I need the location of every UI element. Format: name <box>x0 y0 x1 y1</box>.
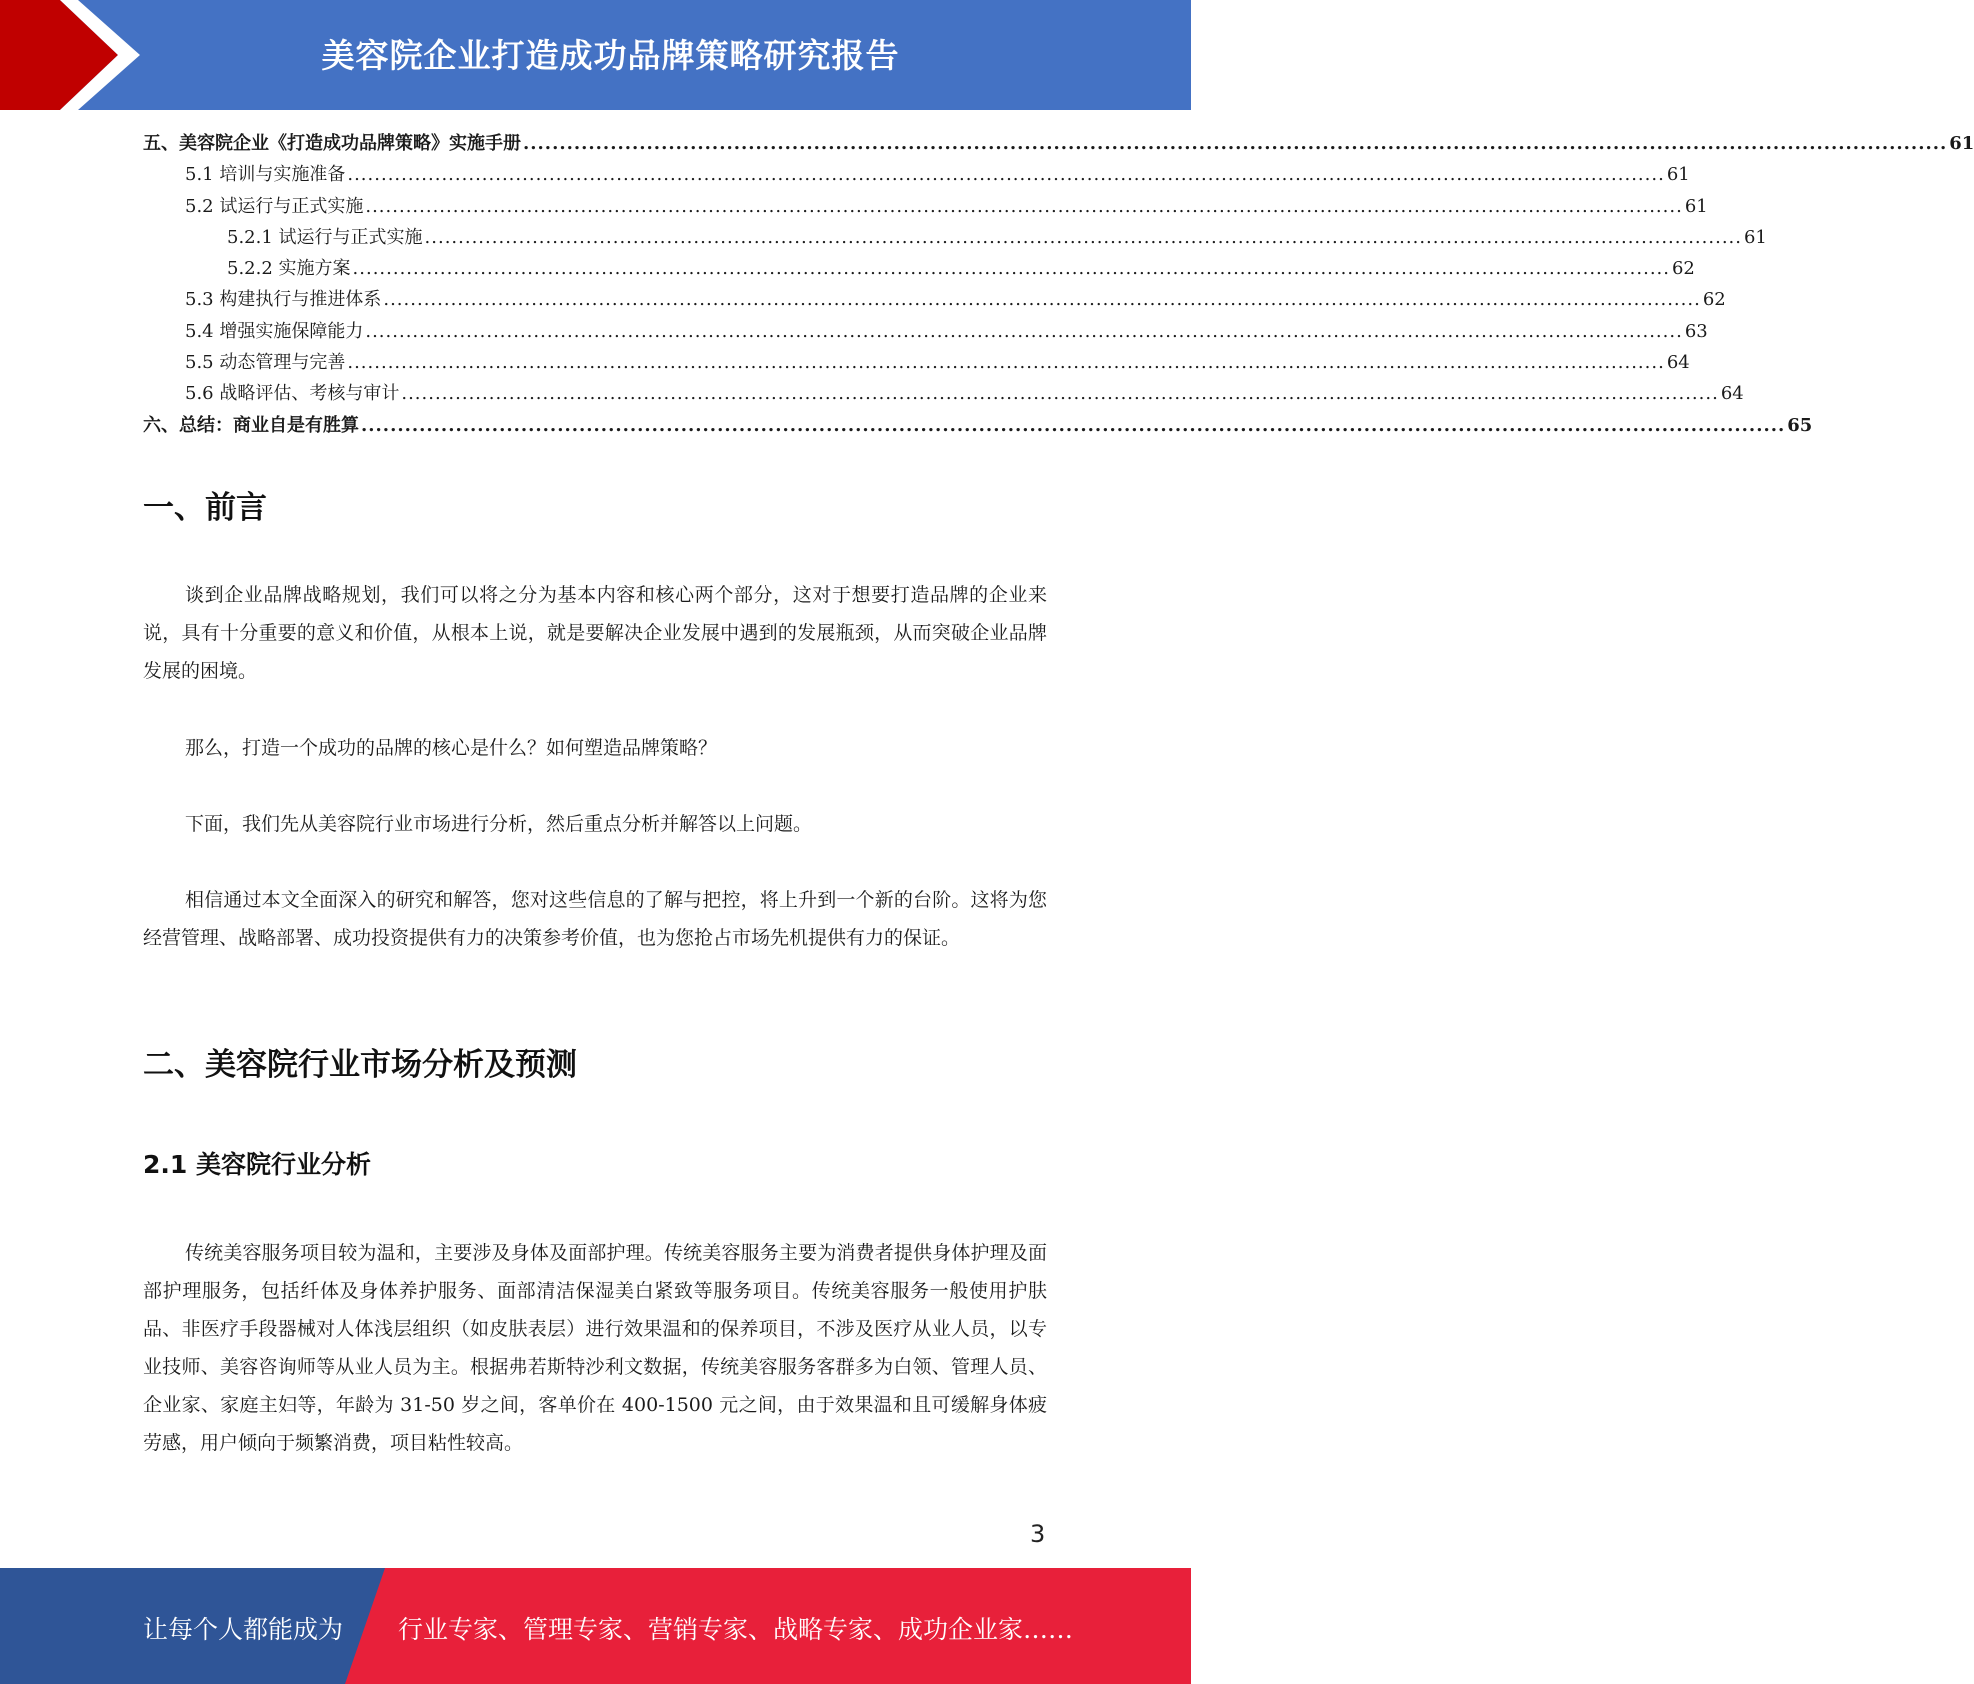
toc-entry[interactable] <box>143 253 1695 284</box>
toc-entry[interactable] <box>143 347 1690 378</box>
toc-leader-dots: .................................................................................................................................................................................................... <box>347 352 1665 374</box>
toc-leader-dots: .................................................................................................................................................................................................... <box>383 289 1701 311</box>
paragraph: 下面，我们先从美容院行业市场进行分析，然后重点分析并解答以上问题。 <box>185 813 813 835</box>
toc-entry[interactable] <box>143 128 1974 159</box>
toc-entry-page: 63 <box>1684 320 1708 342</box>
toc-entry-label: 六、总结：商业自是有胜算 <box>143 414 359 436</box>
toc-entry[interactable] <box>143 191 1708 222</box>
toc-entry-page: 62 <box>1702 289 1726 311</box>
toc-leader-dots: .................................................................................................................................................................................................... <box>424 226 1742 248</box>
toc-entry-page: 62 <box>1671 258 1695 280</box>
toc-entry-page: 64 <box>1666 352 1690 374</box>
toc-entry-label: 5.4 增强实施保障能力 <box>185 320 364 342</box>
toc-entry[interactable] <box>143 284 1726 315</box>
toc-entry[interactable] <box>143 316 1708 347</box>
toc-entry-page: 61 <box>1949 133 1974 154</box>
toc-leader-dots: .................................................................................................................................................................................................... <box>365 320 1683 342</box>
toc-leader-dots: .................................................................................................................................................................................................... <box>523 133 1948 154</box>
footer-slogan-right: 行业专家、管理专家、营销专家、战略专家、成功企业家…… <box>398 1615 1074 1644</box>
toc-leader-dots: .................................................................................................................................................................................................... <box>347 164 1665 186</box>
toc-entry-page: 61 <box>1684 195 1708 217</box>
section-heading-market-analysis: 二、美容院行业市场分析及预测 <box>143 1047 577 1083</box>
footer-banner <box>0 1568 1191 1684</box>
toc-entry-page: 61 <box>1743 226 1767 248</box>
toc-entry[interactable] <box>143 159 1690 190</box>
paragraph: 传统美容服务项目较为温和，主要涉及身体及面部护理。传统美容服务主要为消费者提供身体护理及面部护理服务，包括纤体及身体养护服务、面部清洁保湿美白紧致等服务项目。传统美容服务一般使用护肤品、非医疗手段器械对人体浅层组织（如皮肤表层）进行效果温和的保养项目，不涉及医疗从业人员，以专业技师、美容咨询师等从业人员为主。根据弗若斯特沙利文数据，传统美容服务客群多为白领、管理人员、企业家、家庭主妇等，年龄为 31-50 岁之间，客单价在 400-1500 元之间，由于效果温和且可缓解身体疲劳感，用户倾向于频繁消费，项目粘性较高。 <box>143 1242 1047 1454</box>
paragraph: 谈到企业品牌战略规划，我们可以将之分为基本内容和核心两个部分，这对于想要打造品牌的企业来说，具有十分重要的意义和价值，从根本上说，就是要解决企业发展中遇到的发展瓶颈，从而突破企业品牌发展的困境。 <box>143 584 1047 682</box>
toc-entry[interactable] <box>143 222 1767 253</box>
header-banner <box>0 0 1191 110</box>
footer-slogan-left: 让每个人都能成为 <box>143 1615 344 1644</box>
paragraph: 那么，打造一个成功的品牌的核心是什么？如何塑造品牌策略？ <box>185 737 718 759</box>
toc-entry-page: 65 <box>1787 414 1813 436</box>
toc-entry-label: 5.3 构建执行与推进体系 <box>185 289 382 311</box>
document-title: 美容院企业打造成功品牌策略研究报告 <box>321 36 900 75</box>
toc-leader-dots: .................................................................................................................................................................................................... <box>352 258 1670 280</box>
toc-entry-label: 5.2 试运行与正式实施 <box>185 195 364 217</box>
table-of-contents <box>143 128 1974 441</box>
toc-leader-dots: .................................................................................................................................................................................................... <box>361 414 1786 436</box>
paragraph: 相信通过本文全面深入的研究和解答，您对这些信息的了解与把控，将上升到一个新的台阶。这将为您经营管理、战略部署、成功投资提供有力的决策参考价值，也为您抢占市场先机提供有力的保证。 <box>143 889 1047 949</box>
toc-entry[interactable] <box>143 410 1813 441</box>
page-number: 3 <box>1030 1520 1046 1548</box>
section-heading-preface: 一、前言 <box>143 490 267 526</box>
toc-entry-label: 5.2.2 实施方案 <box>227 258 351 280</box>
toc-entry-label: 5.2.1 试运行与正式实施 <box>227 226 423 248</box>
toc-entry[interactable] <box>143 378 1744 409</box>
toc-entry-page: 61 <box>1666 164 1690 186</box>
toc-entry-label: 5.5 动态管理与完善 <box>185 352 346 374</box>
toc-leader-dots: .................................................................................................................................................................................................... <box>365 195 1683 217</box>
toc-entry-label: 五、美容院企业《打造成功品牌策略》实施手册 <box>143 133 521 154</box>
toc-leader-dots: .................................................................................................................................................................................................... <box>401 383 1719 405</box>
subsection-heading: 2.1 美容院行业分析 <box>143 1150 371 1179</box>
toc-entry-page: 64 <box>1720 383 1744 405</box>
toc-entry-label: 5.1 培训与实施准备 <box>185 164 346 186</box>
toc-entry-label: 5.6 战略评估、考核与审计 <box>185 383 400 405</box>
